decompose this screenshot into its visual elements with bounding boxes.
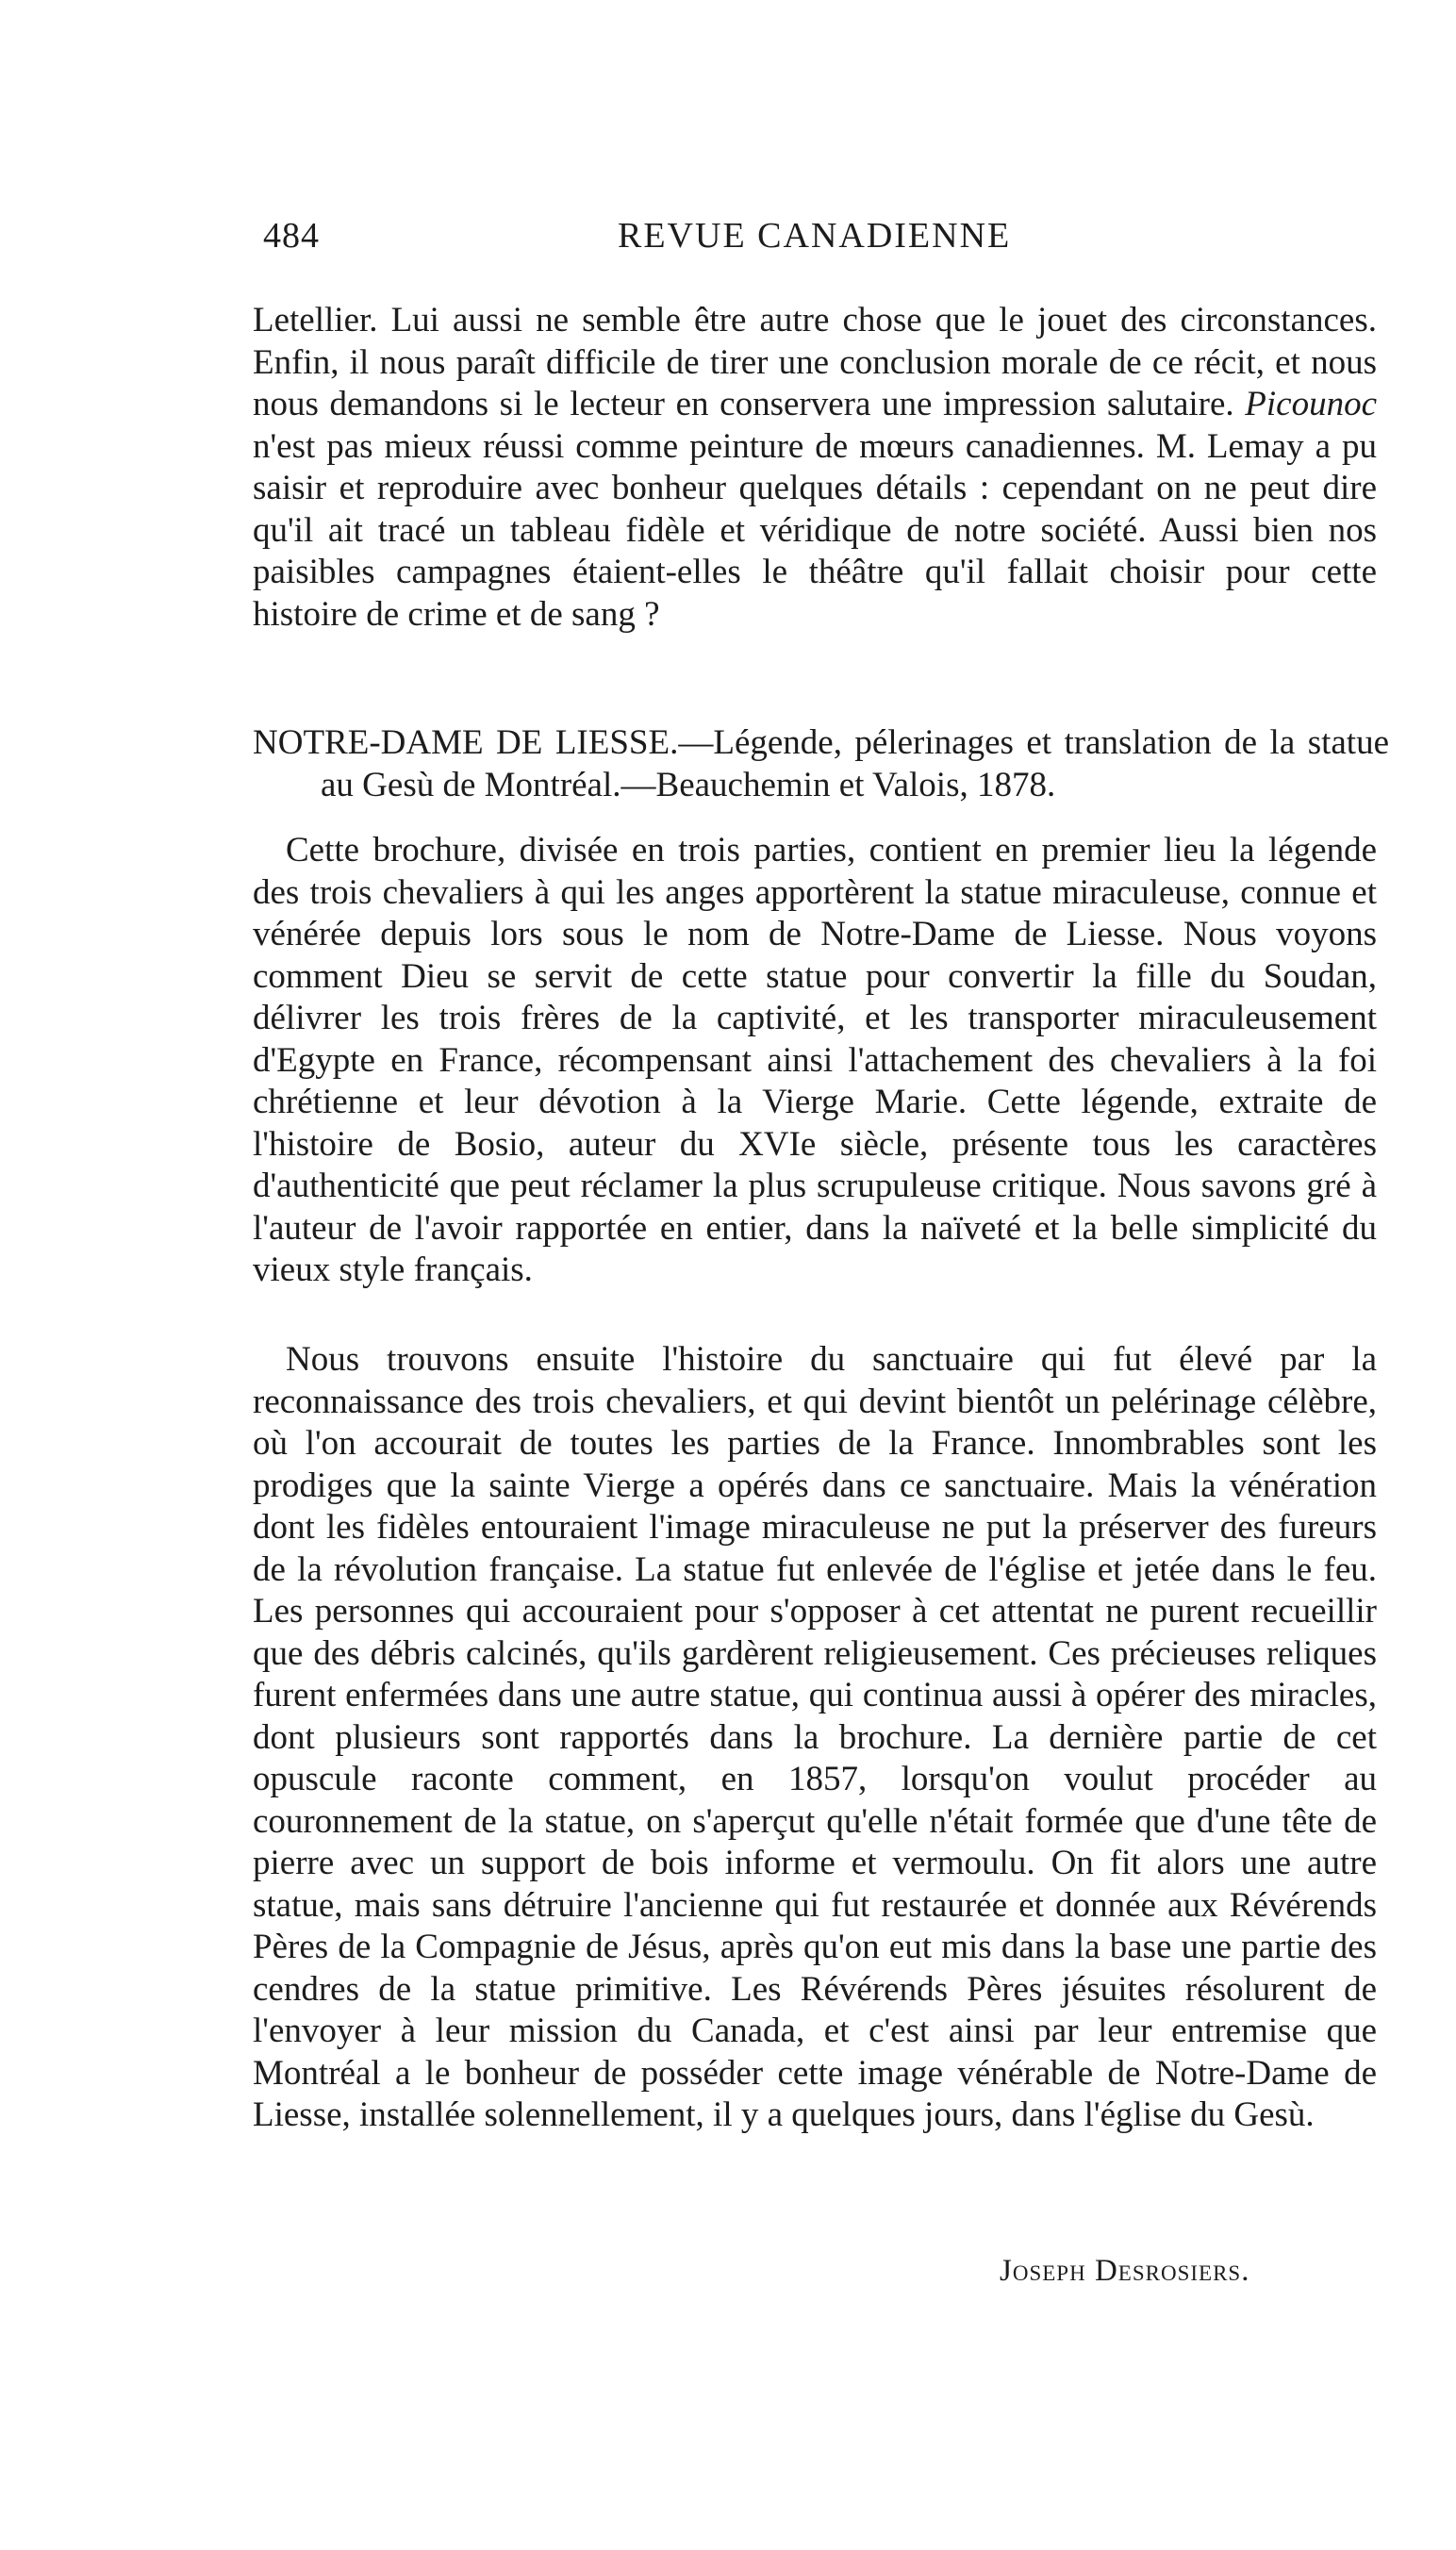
paragraph-text: Nous trouvons ensuite l'histoire du sanctuaire qui fut élevé par la reconnaissance des trois chevaliers, et qui devint bientôt un pelérinage célèbre, où l'on accourait de toutes les parties de la France. Innombrables sont les prodiges que la sainte Vierge a opérés dans ce sanctuaire. Mais la vénération dont les fidèles entouraient l'image miraculeuse ne put la préserver des fureurs de la révolution française. La statue fut enlevée de l'église et jetée dans le feu. Les personnes qui accouraient pour s'opposer à cet attentat ne purent recueillir que des débris calcinés, qu'ils gardèrent religieusement. Ces précieuses reliques furent enfermées dans une autre statue, qui continua aussi à opérer des miracles, dont plusieurs sont rapportés dans la brochure. La dernière partie de cet opuscule raconte comment, en 1857, lorsqu'on voulut procéder au couronnement de la statue, on s'aperçut qu'elle n'était formée que d'une tête de pierre avec un support de bois informe et vermoulu. On fit alors une autre statue, mais sans détruire l'ancienne qui fut restaurée et donnée aux Révérends Pères de la Compagnie de Jésus, après qu'on eut mis dans la base une partie des cendres de la statue primitive. Les Révérends Pères jésuites résolurent de l'envoyer à leur mission du Canada, et c'est ainsi par leur entremise que Montréal a le bonheur de posséder cette image vénérable de Notre-Dame de Liesse, installée solennellement, il y a quelques jours, dans l'église du Gesù.: [253, 1340, 1377, 2134]
book-entry-title: NOTRE-DAME DE LIESSE.: [253, 723, 679, 762]
review-paragraph-legend: [253, 830, 1377, 1292]
book-entry-heading: [253, 722, 1389, 806]
paragraph-text-part: n'est pas mieux réussi comme peinture de mœurs canadiennes. M. Lemay a pu saisir et reproduire avec bonheur quelques détails : cependant on ne peut dire qu'il ait tracé un tableau fidèle et véridique de notre société. Aussi bien nos paisibles campagnes étaient-elles le théâtre qu'il fallait choisir pour cette histoire de crime et de sang ?: [253, 426, 1377, 634]
running-title: REVUE CANADIENNE: [618, 216, 1012, 256]
page-number: 484: [263, 216, 320, 256]
author-signature: Joseph Desrosiers.: [1000, 2254, 1250, 2288]
paragraph-text: Cette brochure, divisée en trois parties, contient en premier lieu la légende des trois chevaliers à qui les anges apportèrent la statue miraculeuse, connue et vénérée depuis lors sous le nom de Notre-Dame de Liesse. Nous voyons comment Dieu se servit de cette statue pour convertir la fille du Soudan, délivrer les trois frères de la captivité, et les transporter miraculeusement d'Egypte en France, récompensant ainsi l'attachement des chevaliers à la foi chrétienne et leur dévotion à la Vierge Marie. Cette légende, extraite de l'histoire de Bosio, auteur du XVIe siècle, présente tous les caractères d'authenticité que peut réclamer la plus scrupuleuse critique. Nous savons gré à l'auteur de l'avoir rapportée en entier, dans la naïveté et la belle simplicité du vieux style français.: [253, 831, 1377, 1289]
review-paragraph-sanctuary: [253, 1339, 1377, 2137]
page-header: [263, 215, 1395, 272]
review-paragraph-letellier: [253, 300, 1377, 636]
book-entry-details: —Légende, pélerinages et translation de la statue au Gesù de Montréal.—Beauchemin et Valois, 1878.: [321, 723, 1390, 804]
paragraph-text-part: Letellier. Lui aussi ne semble être autre chose que le jouet des circonstances. Enfin, il nous paraît difficile de tirer une conclusion morale de ce récit, et nous nous demandons si le lecteur en conservera une impression salutaire.: [253, 301, 1377, 423]
book-title-italic: Picounoc: [1245, 385, 1377, 423]
paragraph-text: [253, 300, 1377, 636]
